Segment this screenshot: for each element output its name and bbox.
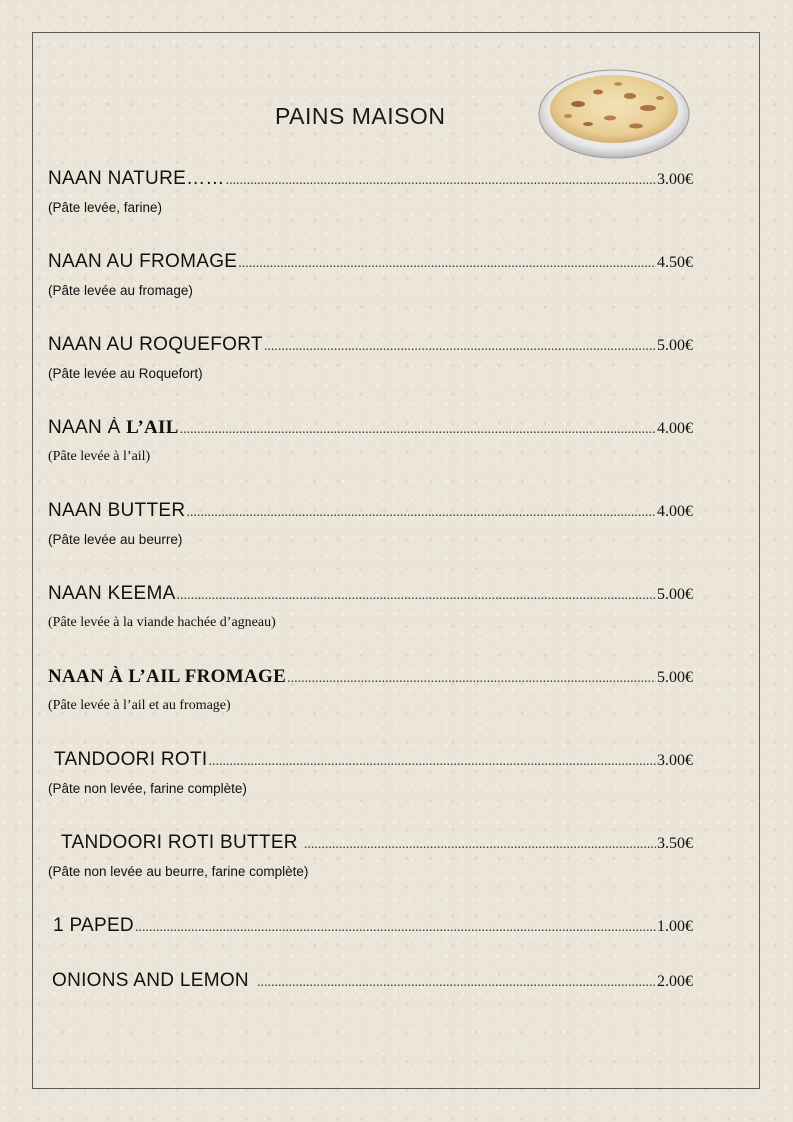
item-name: NAAN KEEMA [48,583,176,604]
item-price: 3.50€ [657,835,693,852]
item-price: 2.00€ [657,973,693,990]
dot-leader [180,422,656,438]
dot-leader [238,256,656,272]
item-name: NAAN BUTTER [48,500,186,521]
naan-plate-image [538,66,690,160]
menu-item [48,334,693,381]
menu-item [48,970,693,992]
item-price: 5.00€ [657,337,693,354]
menu-item [48,500,693,547]
item-price: 4.50€ [657,254,693,271]
item-price: 3.00€ [657,752,693,769]
dot-leader [186,505,656,521]
item-name: 1 PAPED [53,915,134,936]
item-name: NAAN AU FROMAGE [48,251,238,272]
item-description: (Pâte non levée, farine complète) [48,781,247,796]
item-name-part: L’AIL [126,417,179,438]
item-price: 4.00€ [657,503,693,520]
item-description: (Pâte levée au fromage) [48,283,193,298]
item-price: 5.00€ [657,586,693,603]
dot-leader [264,339,656,355]
dot-leader [304,837,656,853]
dot-leader [208,754,656,770]
item-name: TANDOORI ROTI BUTTER [61,832,298,853]
dot-leader [226,173,656,189]
dot-leader [287,671,656,687]
menu-item [48,583,693,631]
item-description: (Pâte levée à l’ail et au fromage) [48,698,231,713]
menu-item [48,417,693,465]
item-name: TANDOORI ROTI [54,749,208,770]
item-name [48,417,179,439]
item-name-part: NAAN À [48,417,127,438]
item-price: 4.00€ [657,420,693,437]
menu-item [48,168,693,215]
dot-leader [135,920,656,936]
menu-item [48,915,693,937]
item-description: (Pâte levée, farine) [48,200,163,215]
item-description: (Pâte levée à la viande hachée d’agneau) [48,615,276,630]
item-price: 5.00€ [657,669,693,686]
item-name: ONIONS AND LEMON [52,970,249,991]
item-name: NAAN À L’AIL FROMAGE [48,666,287,687]
item-name: NAAN AU ROQUEFORT [48,334,263,355]
item-description: (Pâte levée au Roquefort) [48,366,203,381]
item-description: (Pâte levée à l’ail) [48,449,151,464]
item-price: 1.00€ [657,918,693,935]
menu-item [48,251,693,298]
section-title: PAINS MAISON [275,103,446,129]
item-description: (Pâte non levée au beurre, farine complète) [48,864,309,879]
item-description: (Pâte levée au beurre) [48,532,183,547]
menu-item [48,749,693,796]
dot-leader [257,975,656,991]
item-name: NAAN NATURE…… [48,168,225,189]
dot-leader [177,588,656,604]
item-price: 3.00€ [657,171,693,188]
menu-item [48,832,693,879]
menu-item [48,666,693,714]
